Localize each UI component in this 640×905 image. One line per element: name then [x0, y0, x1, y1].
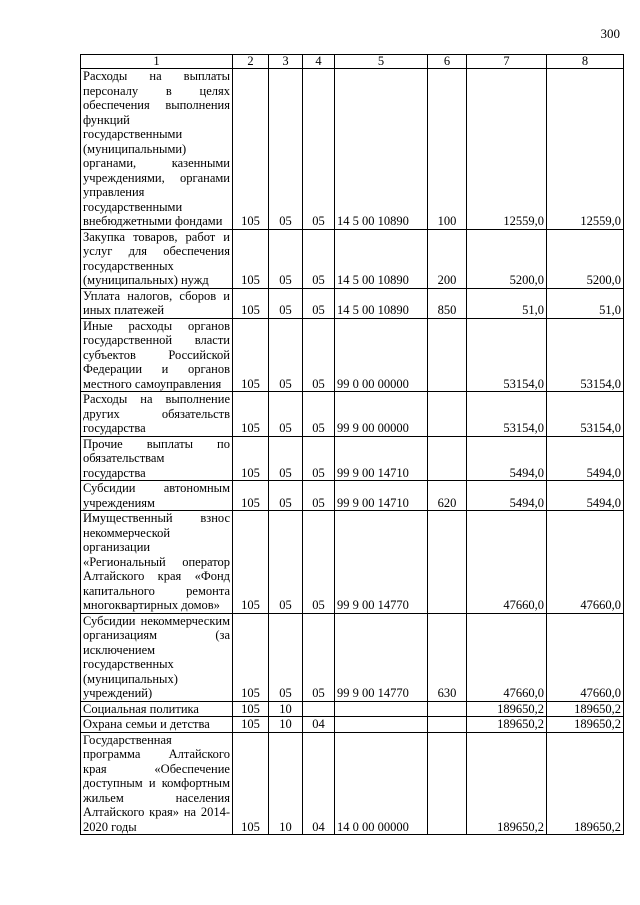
column-header: 5 — [335, 55, 428, 69]
cell-col4: 05 — [303, 511, 335, 614]
cell-col3: 05 — [269, 481, 303, 511]
row-name: Субсидии некоммерческим организациям (за исключением государственных (муниципальных) учреждений) — [81, 613, 233, 701]
cell-col4: 05 — [303, 481, 335, 511]
cell-col5: 99 9 00 14770 — [335, 511, 428, 614]
cell-col4: 05 — [303, 229, 335, 288]
table-row — [81, 717, 624, 733]
cell-col6 — [428, 511, 467, 614]
cell-col5: 99 9 00 00000 — [335, 392, 428, 437]
table-row — [81, 318, 624, 392]
cell-col7: 53154,0 — [467, 392, 547, 437]
cell-col2: 105 — [233, 69, 269, 230]
table-row — [81, 288, 624, 318]
column-header: 8 — [547, 55, 624, 69]
table-row — [81, 732, 624, 835]
cell-col6 — [428, 701, 467, 717]
cell-col2: 105 — [233, 701, 269, 717]
cell-col4: 05 — [303, 392, 335, 437]
cell-col2: 105 — [233, 732, 269, 835]
cell-col3: 05 — [269, 288, 303, 318]
row-name: Государственная программа Алтайского края «Обеспечение доступным и комфортным жильем населения Алтайского края» на 2014-2020 годы — [81, 732, 233, 835]
table-row — [81, 701, 624, 717]
cell-col8: 47660,0 — [547, 613, 624, 701]
cell-col5: 99 0 00 00000 — [335, 318, 428, 392]
column-header: 2 — [233, 55, 269, 69]
cell-col3: 10 — [269, 717, 303, 733]
cell-col6: 100 — [428, 69, 467, 230]
table-row — [81, 69, 624, 230]
cell-col6: 620 — [428, 481, 467, 511]
cell-col7: 53154,0 — [467, 318, 547, 392]
row-name: Уплата налогов, сборов и иных платежей — [81, 288, 233, 318]
cell-col6 — [428, 732, 467, 835]
cell-col3: 05 — [269, 318, 303, 392]
cell-col5: 99 9 00 14710 — [335, 436, 428, 481]
table-row — [81, 613, 624, 701]
cell-col6: 630 — [428, 613, 467, 701]
cell-col4: 05 — [303, 69, 335, 230]
cell-col8: 47660,0 — [547, 511, 624, 614]
cell-col7: 189650,2 — [467, 701, 547, 717]
cell-col5: 14 5 00 10890 — [335, 288, 428, 318]
cell-col5 — [335, 717, 428, 733]
cell-col2: 105 — [233, 229, 269, 288]
column-header: 1 — [81, 55, 233, 69]
cell-col5: 14 5 00 10890 — [335, 69, 428, 230]
cell-col6 — [428, 392, 467, 437]
cell-col4 — [303, 701, 335, 717]
cell-col3: 05 — [269, 613, 303, 701]
cell-col5: 99 9 00 14710 — [335, 481, 428, 511]
row-name: Имущественный взнос некоммерческой организации «Региональный оператор Алтайского края «Фонд капитального ремонта многоквартирных домов» — [81, 511, 233, 614]
cell-col8: 189650,2 — [547, 717, 624, 733]
cell-col8: 5494,0 — [547, 481, 624, 511]
cell-col4: 05 — [303, 613, 335, 701]
row-name: Субсидии автономным учреждениям — [81, 481, 233, 511]
cell-col5: 99 9 00 14770 — [335, 613, 428, 701]
column-header: 6 — [428, 55, 467, 69]
table-row — [81, 392, 624, 437]
cell-col4: 04 — [303, 732, 335, 835]
cell-col2: 105 — [233, 613, 269, 701]
row-name: Иные расходы органов государственной власти субъектов Российской Федерации и органов местного самоуправления — [81, 318, 233, 392]
cell-col8: 51,0 — [547, 288, 624, 318]
page-number: 300 — [600, 26, 620, 41]
cell-col7: 51,0 — [467, 288, 547, 318]
cell-col6 — [428, 318, 467, 392]
cell-col3: 05 — [269, 392, 303, 437]
cell-col6 — [428, 436, 467, 481]
cell-col3: 05 — [269, 436, 303, 481]
cell-col8: 5200,0 — [547, 229, 624, 288]
table-row — [81, 229, 624, 288]
cell-col8: 53154,0 — [547, 318, 624, 392]
column-header: 7 — [467, 55, 547, 69]
cell-col2: 105 — [233, 511, 269, 614]
cell-col4: 05 — [303, 318, 335, 392]
cell-col7: 12559,0 — [467, 69, 547, 230]
budget-table — [80, 54, 624, 835]
table-row — [81, 436, 624, 481]
column-header: 3 — [269, 55, 303, 69]
row-name: Расходы на выполнение других обязательств государства — [81, 392, 233, 437]
cell-col7: 5494,0 — [467, 436, 547, 481]
cell-col5: 14 5 00 10890 — [335, 229, 428, 288]
cell-col2: 105 — [233, 392, 269, 437]
cell-col2: 105 — [233, 717, 269, 733]
cell-col8: 189650,2 — [547, 732, 624, 835]
cell-col7: 189650,2 — [467, 732, 547, 835]
cell-col3: 10 — [269, 701, 303, 717]
cell-col6: 200 — [428, 229, 467, 288]
cell-col2: 105 — [233, 288, 269, 318]
row-name: Прочие выплаты по обязательствам государства — [81, 436, 233, 481]
cell-col8: 53154,0 — [547, 392, 624, 437]
cell-col3: 05 — [269, 69, 303, 230]
table-row — [81, 511, 624, 614]
table-body — [81, 69, 624, 835]
cell-col3: 05 — [269, 511, 303, 614]
table-header-row — [81, 55, 624, 69]
cell-col4: 04 — [303, 717, 335, 733]
column-header: 4 — [303, 55, 335, 69]
cell-col5: 14 0 00 00000 — [335, 732, 428, 835]
cell-col4: 05 — [303, 436, 335, 481]
cell-col8: 12559,0 — [547, 69, 624, 230]
row-name: Охрана семьи и детства — [81, 717, 233, 733]
cell-col7: 47660,0 — [467, 613, 547, 701]
cell-col7: 189650,2 — [467, 717, 547, 733]
row-name: Закупка товаров, работ и услуг для обеспечения государственных (муниципальных) нужд — [81, 229, 233, 288]
cell-col8: 5494,0 — [547, 436, 624, 481]
cell-col6: 850 — [428, 288, 467, 318]
cell-col7: 47660,0 — [467, 511, 547, 614]
cell-col7: 5494,0 — [467, 481, 547, 511]
cell-col2: 105 — [233, 436, 269, 481]
cell-col5 — [335, 701, 428, 717]
row-name: Социальная политика — [81, 701, 233, 717]
cell-col2: 105 — [233, 481, 269, 511]
cell-col8: 189650,2 — [547, 701, 624, 717]
cell-col4: 05 — [303, 288, 335, 318]
cell-col3: 10 — [269, 732, 303, 835]
cell-col7: 5200,0 — [467, 229, 547, 288]
row-name: Расходы на выплаты персоналу в целях обеспечения выполнения функций государственными (муниципальными) органами, казенными учреждениями, органами управления государственными внебюджетными фондами — [81, 69, 233, 230]
table-row — [81, 481, 624, 511]
cell-col3: 05 — [269, 229, 303, 288]
cell-col6 — [428, 717, 467, 733]
cell-col2: 105 — [233, 318, 269, 392]
